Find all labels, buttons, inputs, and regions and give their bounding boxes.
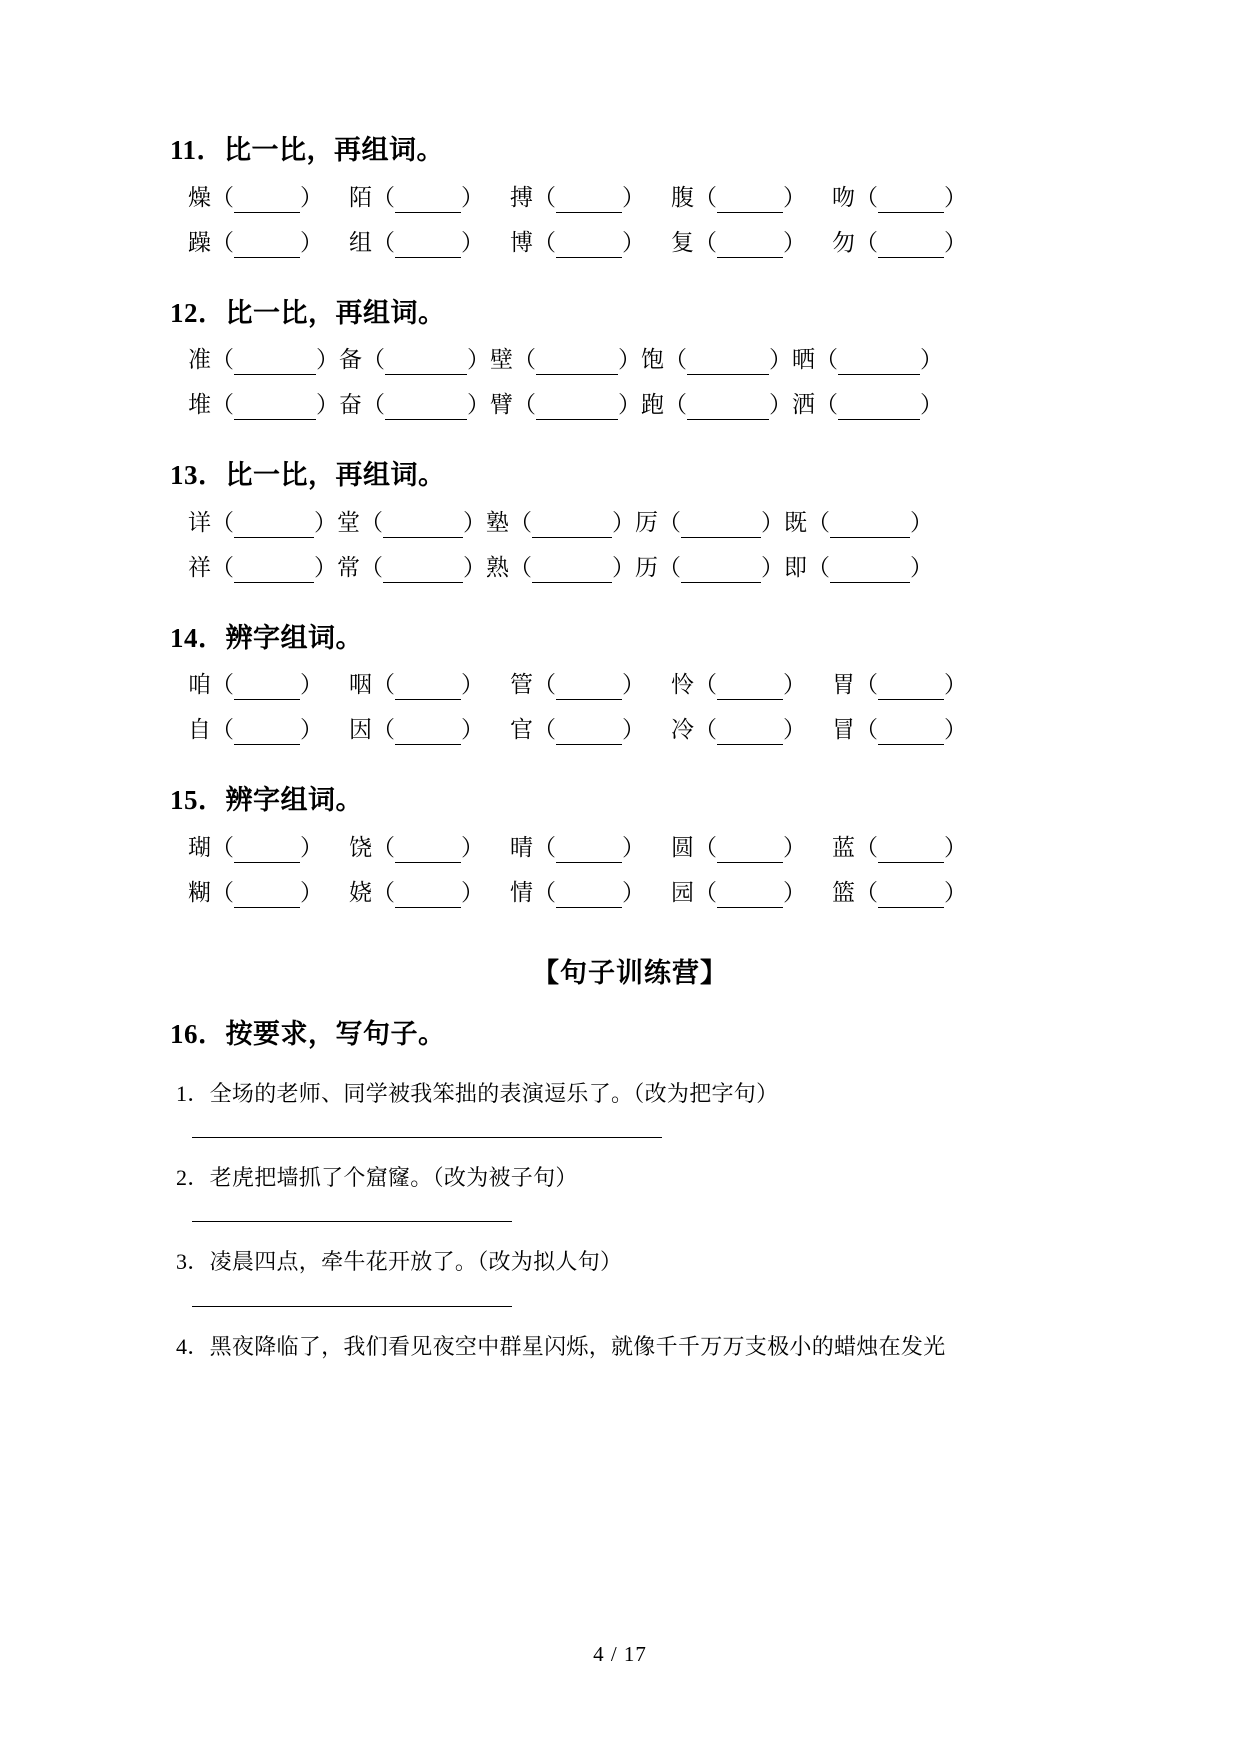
answer-write-line[interactable] [192, 1221, 512, 1222]
answer-blank[interactable] [717, 721, 783, 745]
answer-blank[interactable] [556, 676, 622, 700]
answer-blank[interactable] [234, 839, 300, 863]
char-answer-cell [832, 673, 967, 700]
close-paren: ） [300, 229, 323, 255]
open-paren: （ [664, 392, 687, 417]
close-paren: ） [783, 672, 806, 697]
open-paren: （ [360, 509, 383, 535]
sentence-index: 1． [176, 1081, 210, 1106]
open-paren: （ [807, 554, 830, 580]
answer-blank[interactable] [717, 839, 783, 863]
answer-blank[interactable] [234, 351, 316, 375]
question-block [170, 618, 1090, 755]
char-answer-cell [349, 836, 484, 863]
answer-blank[interactable] [878, 721, 944, 745]
sentence-item [176, 1329, 1090, 1364]
close-paren: ） [944, 879, 967, 905]
char-answer-cell [339, 348, 490, 375]
char-answer-cell [188, 231, 323, 258]
close-paren: ） [300, 834, 323, 860]
prompt-character: 园 [671, 879, 694, 905]
char-answer-cell [337, 556, 486, 583]
sentence-item [176, 1076, 1090, 1111]
open-paren: （ [513, 392, 536, 417]
close-paren: ） [622, 672, 645, 697]
open-paren: （ [509, 554, 532, 580]
close-paren: ） [314, 554, 337, 580]
close-paren: ） [910, 554, 933, 580]
close-paren: ） [944, 229, 967, 255]
char-answer-cell [671, 673, 806, 700]
close-paren: ） [300, 879, 323, 905]
sentence-index: 4． [176, 1333, 210, 1359]
sentence-item [176, 1160, 1090, 1195]
prompt-character: 因 [349, 717, 372, 742]
answer-blank[interactable] [687, 351, 769, 375]
prompt-character: 饶 [349, 834, 372, 860]
char-answer-cell [671, 881, 806, 908]
char-answer-cell [641, 393, 792, 420]
answer-blank[interactable] [395, 721, 461, 745]
char-answer-cell [510, 836, 645, 863]
char-answer-cell [832, 186, 967, 213]
answer-blank[interactable] [234, 189, 300, 213]
prompt-character: 跑 [641, 392, 664, 417]
prompt-character: 官 [510, 717, 533, 742]
answer-blank[interactable] [234, 884, 300, 908]
prompt-character: 祥 [188, 554, 211, 580]
prompt-character: 冷 [671, 717, 694, 742]
open-paren: （ [509, 509, 532, 535]
close-paren: ） [944, 717, 967, 742]
close-paren: ） [314, 509, 337, 535]
answer-blank[interactable] [556, 234, 622, 258]
char-answer-cell [188, 556, 337, 583]
answer-blank[interactable] [234, 514, 314, 538]
answer-blank[interactable] [556, 839, 622, 863]
open-paren: （ [694, 672, 717, 697]
prompt-character: 博 [510, 229, 533, 255]
prompt-character: 准 [188, 347, 211, 372]
open-paren: （ [658, 509, 681, 535]
open-paren: （ [694, 834, 717, 860]
char-answer-cell [486, 511, 635, 538]
open-paren: （ [211, 834, 234, 860]
prompt-character: 常 [337, 554, 360, 580]
close-paren: ） [461, 717, 484, 742]
character-row [170, 664, 1090, 709]
answer-blank[interactable] [234, 721, 300, 745]
prompt-character: 洒 [792, 392, 815, 417]
open-paren: （ [855, 717, 878, 742]
answer-blank[interactable] [687, 396, 769, 420]
open-paren: （ [211, 509, 234, 535]
answer-blank[interactable] [383, 514, 463, 538]
open-paren: （ [855, 834, 878, 860]
prompt-character: 既 [784, 509, 807, 535]
character-row [170, 872, 1090, 917]
char-answer-cell [832, 836, 967, 863]
prompt-character: 蓝 [832, 834, 855, 860]
char-answer-cell [510, 231, 645, 258]
open-paren: （ [211, 554, 234, 580]
sentence-text: 全场的老师、同学被我笨拙的表演逗乐了。（改为把字句） [209, 1081, 779, 1106]
answer-blank[interactable] [838, 351, 920, 375]
close-paren: ） [461, 834, 484, 860]
prompt-character: 管 [510, 672, 533, 697]
answer-blank[interactable] [717, 189, 783, 213]
char-answer-cell [635, 556, 784, 583]
prompt-character: 躁 [188, 229, 211, 255]
sentence-items-container [170, 1076, 1090, 1364]
answer-blank[interactable] [395, 234, 461, 258]
answer-blank[interactable] [878, 234, 944, 258]
character-row [170, 384, 1090, 429]
answer-blank[interactable] [717, 884, 783, 908]
prompt-character: 即 [784, 554, 807, 580]
close-paren: ） [461, 229, 484, 255]
prompt-character: 历 [635, 554, 658, 580]
close-paren: ） [761, 554, 784, 580]
open-paren: （ [694, 184, 717, 210]
char-answer-cell [339, 393, 490, 420]
sentence-item [176, 1244, 1090, 1279]
open-paren: （ [855, 229, 878, 255]
answer-blank[interactable] [878, 676, 944, 700]
answer-blank[interactable] [681, 514, 761, 538]
prompt-character: 臂 [490, 392, 513, 417]
question-16-title: 16．按要求，写句子。 [170, 1018, 446, 1049]
prompt-character: 勿 [832, 229, 855, 255]
close-paren: ） [463, 509, 486, 535]
open-paren: （ [372, 717, 395, 742]
prompt-character: 篮 [832, 879, 855, 905]
close-paren: ） [300, 672, 323, 697]
open-paren: （ [211, 879, 234, 905]
close-paren: ） [467, 392, 490, 417]
char-answer-cell [832, 881, 967, 908]
prompt-character: 堆 [188, 392, 211, 417]
answer-blank[interactable] [395, 676, 461, 700]
open-paren: （ [815, 392, 838, 417]
close-paren: ） [783, 834, 806, 860]
prompt-character: 陌 [349, 184, 372, 210]
sentence-text: 凌晨四点，牵牛花开放了。（改为拟人句） [209, 1249, 623, 1275]
question-block [170, 130, 1090, 267]
question-title: 14．辨字组词。 [170, 622, 363, 653]
char-answer-cell [832, 231, 967, 258]
prompt-character: 晴 [510, 834, 533, 860]
answer-write-line[interactable] [192, 1306, 512, 1307]
char-answer-cell [784, 511, 933, 538]
char-answer-cell [510, 186, 645, 213]
prompt-character: 胃 [832, 672, 855, 697]
open-paren: （ [211, 184, 234, 210]
open-paren: （ [513, 347, 536, 372]
prompt-character: 备 [339, 347, 362, 372]
answer-blank[interactable] [878, 189, 944, 213]
answer-blank[interactable] [838, 396, 920, 420]
close-paren: ） [300, 717, 323, 742]
prompt-character: 娆 [349, 879, 372, 905]
prompt-character: 塾 [486, 509, 509, 535]
open-paren: （ [855, 184, 878, 210]
open-paren: （ [372, 879, 395, 905]
open-paren: （ [372, 184, 395, 210]
open-paren: （ [855, 672, 878, 697]
prompt-character: 腹 [671, 184, 694, 210]
char-answer-cell [641, 348, 792, 375]
char-answer-cell [635, 511, 784, 538]
close-paren: ） [612, 554, 635, 580]
prompt-character: 咱 [188, 672, 211, 697]
close-paren: ） [612, 509, 635, 535]
char-answer-cell [510, 673, 645, 700]
char-answer-cell [188, 673, 323, 700]
open-paren: （ [372, 834, 395, 860]
close-paren: ） [783, 879, 806, 905]
answer-blank[interactable] [383, 559, 463, 583]
open-paren: （ [362, 392, 385, 417]
char-answer-cell [671, 186, 806, 213]
answer-blank[interactable] [681, 559, 761, 583]
character-row [170, 502, 1090, 547]
char-answer-cell [349, 881, 484, 908]
prompt-character: 瑚 [188, 834, 211, 860]
prompt-character: 晒 [792, 347, 815, 372]
char-answer-cell [784, 556, 933, 583]
character-row [170, 547, 1090, 592]
close-paren: ） [463, 554, 486, 580]
prompt-character: 燥 [188, 184, 211, 210]
char-answer-cell [792, 348, 943, 375]
question-block [170, 455, 1090, 592]
open-paren: （ [807, 509, 830, 535]
open-paren: （ [533, 184, 556, 210]
question-title: 12．比一比，再组词。 [170, 297, 446, 328]
prompt-character: 怜 [671, 672, 694, 697]
char-answer-cell [188, 348, 339, 375]
close-paren: ） [944, 834, 967, 860]
open-paren: （ [664, 347, 687, 372]
prompt-character: 吻 [832, 184, 855, 210]
prompt-character: 熟 [486, 554, 509, 580]
answer-blank[interactable] [234, 396, 316, 420]
close-paren: ） [461, 879, 484, 905]
questions-container [170, 130, 1090, 917]
answer-blank[interactable] [395, 884, 461, 908]
answer-blank[interactable] [717, 676, 783, 700]
close-paren: ） [783, 184, 806, 210]
close-paren: ） [783, 717, 806, 742]
close-paren: ） [461, 184, 484, 210]
char-answer-cell [486, 556, 635, 583]
character-row [170, 177, 1090, 222]
sentence-text: 老虎把墙抓了个窟窿。（改为被子句） [209, 1165, 578, 1191]
prompt-character: 自 [188, 717, 211, 742]
character-row [170, 222, 1090, 267]
open-paren: （ [211, 392, 234, 417]
open-paren: （ [855, 879, 878, 905]
answer-blank[interactable] [878, 839, 944, 863]
char-answer-cell [349, 231, 484, 258]
prompt-character: 组 [349, 229, 372, 255]
question-title: 13．比一比，再组词。 [170, 460, 446, 490]
char-answer-cell [337, 511, 486, 538]
question-title: 11．比一比，再组词。 [170, 135, 445, 165]
close-paren: ） [622, 834, 645, 860]
open-paren: （ [362, 347, 385, 372]
char-answer-cell [490, 348, 641, 375]
answer-blank[interactable] [878, 884, 944, 908]
char-answer-cell [188, 186, 323, 213]
question-block [170, 293, 1090, 430]
char-answer-cell [188, 881, 323, 908]
close-paren: ） [944, 672, 967, 697]
prompt-character: 圆 [671, 834, 694, 860]
char-answer-cell [510, 881, 645, 908]
close-paren: ） [622, 184, 645, 210]
prompt-character: 饱 [641, 347, 664, 372]
sentence-index: 3． [176, 1249, 210, 1275]
answer-blank[interactable] [234, 676, 300, 700]
prompt-character: 情 [510, 879, 533, 905]
close-paren: ） [944, 184, 967, 210]
prompt-character: 咽 [349, 672, 372, 697]
sentence-text: 黑夜降临了，我们看见夜空中群星闪烁，就像千千万万支极小的蜡烛在发光 [209, 1333, 946, 1359]
close-paren: ） [622, 717, 645, 742]
open-paren: （ [694, 229, 717, 255]
close-paren: ） [622, 879, 645, 905]
char-answer-cell [490, 393, 641, 420]
open-paren: （ [694, 717, 717, 742]
character-row [170, 339, 1090, 384]
close-paren: ） [618, 347, 641, 372]
char-answer-cell [671, 231, 806, 258]
open-paren: （ [372, 229, 395, 255]
answer-blank[interactable] [536, 351, 618, 375]
answer-blank[interactable] [536, 396, 618, 420]
char-answer-cell [510, 718, 645, 745]
prompt-character: 复 [671, 229, 694, 255]
close-paren: ） [300, 184, 323, 210]
open-paren: （ [533, 672, 556, 697]
answer-blank[interactable] [717, 234, 783, 258]
char-answer-cell [671, 718, 806, 745]
open-paren: （ [360, 554, 383, 580]
prompt-character: 糊 [188, 879, 211, 905]
char-answer-cell [349, 186, 484, 213]
close-paren: ） [761, 509, 784, 535]
answer-write-line[interactable] [192, 1137, 662, 1138]
close-paren: ） [316, 392, 339, 417]
open-paren: （ [533, 834, 556, 860]
open-paren: （ [211, 672, 234, 697]
close-paren: ） [920, 392, 943, 417]
section-heading: 【句子训练营】 [532, 957, 728, 988]
page-number: 4 / 17 [593, 1642, 647, 1666]
close-paren: ） [316, 347, 339, 372]
sentence-index: 2． [176, 1165, 210, 1191]
char-answer-cell [188, 511, 337, 538]
open-paren: （ [533, 717, 556, 742]
answer-blank[interactable] [385, 396, 467, 420]
open-paren: （ [815, 347, 838, 372]
close-paren: ） [622, 229, 645, 255]
close-paren: ） [769, 392, 792, 417]
answer-blank[interactable] [385, 351, 467, 375]
close-paren: ） [783, 229, 806, 255]
close-paren: ） [461, 672, 484, 697]
prompt-character: 堂 [337, 509, 360, 535]
close-paren: ） [910, 509, 933, 535]
char-answer-cell [188, 718, 323, 745]
char-answer-cell [188, 393, 339, 420]
open-paren: （ [211, 717, 234, 742]
answer-blank[interactable] [830, 514, 910, 538]
open-paren: （ [694, 879, 717, 905]
question-block [170, 780, 1090, 917]
prompt-character: 奋 [339, 392, 362, 417]
prompt-character: 壁 [490, 347, 513, 372]
open-paren: （ [533, 229, 556, 255]
prompt-character: 搏 [510, 184, 533, 210]
character-row [170, 827, 1090, 872]
prompt-character: 厉 [635, 509, 658, 535]
answer-blank[interactable] [532, 559, 612, 583]
char-answer-cell [188, 836, 323, 863]
answer-blank[interactable] [234, 234, 300, 258]
answer-blank[interactable] [395, 839, 461, 863]
answer-blank[interactable] [556, 721, 622, 745]
char-answer-cell [671, 836, 806, 863]
close-paren: ） [920, 347, 943, 372]
answer-blank[interactable] [556, 189, 622, 213]
close-paren: ） [769, 347, 792, 372]
answer-blank[interactable] [830, 559, 910, 583]
char-answer-cell [349, 673, 484, 700]
close-paren: ） [618, 392, 641, 417]
prompt-character: 冒 [832, 717, 855, 742]
answer-blank[interactable] [395, 189, 461, 213]
answer-blank[interactable] [234, 559, 314, 583]
open-paren: （ [372, 672, 395, 697]
character-row [170, 709, 1090, 754]
char-answer-cell [832, 718, 967, 745]
open-paren: （ [211, 347, 234, 372]
answer-blank[interactable] [556, 884, 622, 908]
answer-blank[interactable] [532, 514, 612, 538]
close-paren: ） [467, 347, 490, 372]
open-paren: （ [658, 554, 681, 580]
char-answer-cell [349, 718, 484, 745]
char-answer-cell [792, 393, 943, 420]
prompt-character: 详 [188, 509, 211, 535]
question-title: 15．辨字组词。 [170, 785, 363, 815]
open-paren: （ [533, 879, 556, 905]
open-paren: （ [211, 229, 234, 255]
